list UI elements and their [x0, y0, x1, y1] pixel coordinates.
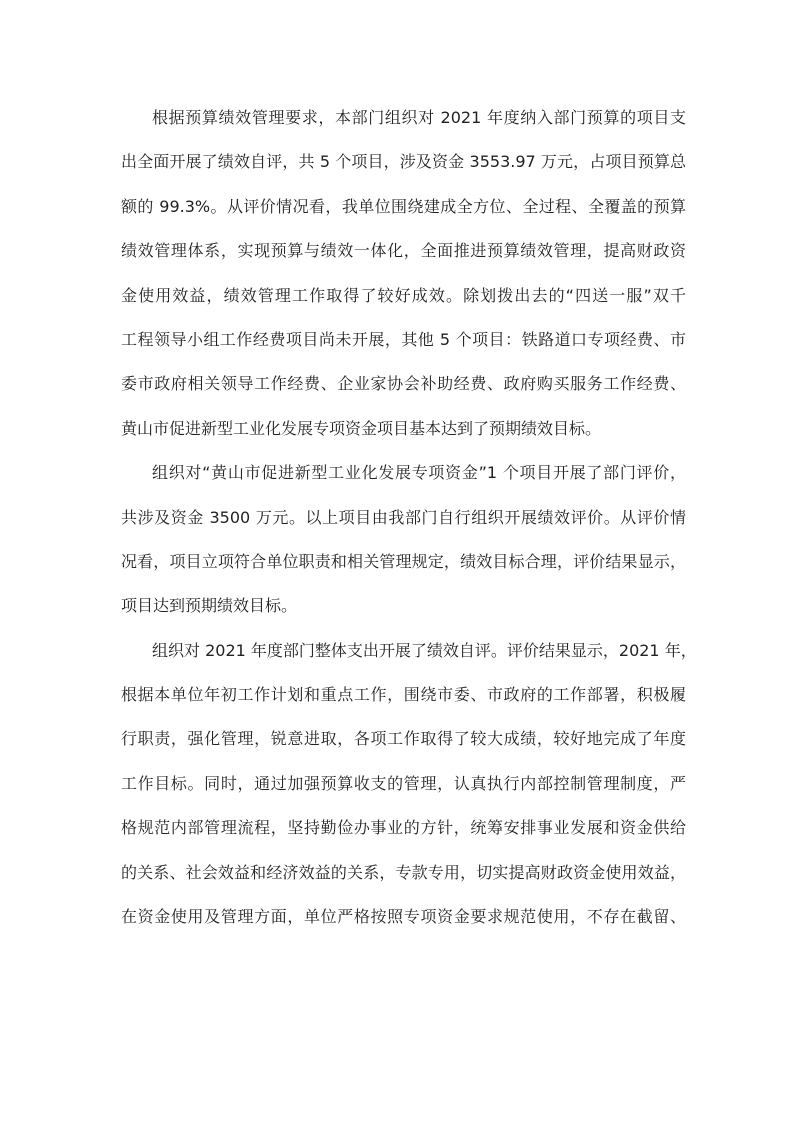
paragraph-line: 根据预算绩效管理要求，本部门组织对 2021 年度纳入部门预算的项目支 — [152, 108, 686, 127]
paragraph-line: 黄山市促进新型工业化发展专项资金项目基本达到了预期绩效目标。 — [121, 418, 602, 438]
paragraph-line: 出全面开展了绩效自评，共 5 个项目，涉及资金 3553.97 万元，占项目预算总 — [121, 152, 686, 172]
paragraph-2 — [121, 458, 686, 636]
paragraph-line: 的关系、社会效益和经济效益的关系，专款专用，切实提高财政资金使用效益， — [121, 862, 686, 882]
paragraph-line: 共涉及资金 3500 万元。以上项目由我部门自行组织开展绩效评价。从评价情 — [121, 507, 686, 527]
paragraph-3 — [121, 636, 697, 947]
paragraph-1 — [121, 103, 686, 458]
paragraph-line: 工作目标。同时，通过加强预算收支的管理，认真执行内部控制管理制度，严 — [121, 773, 686, 793]
paragraph-line: 组织对 2021 年度部门整体支出开展了绩效自评。评价结果显示，2021 年， — [152, 640, 697, 660]
paragraph-line: 额的 99.3%。从评价情况看，我单位围绕建成全方位、全过程、全覆盖的预算 — [121, 196, 686, 216]
document-body — [121, 103, 697, 946]
paragraph-line: 委市政府相关领导工作经费、企业家协会补助经费、政府购买服务工作经费、 — [121, 374, 686, 394]
paragraph-line: 绩效管理体系，实现预算与绩效一体化，全面推进预算绩效管理，提高财政资 — [121, 241, 686, 261]
paragraph-line: 工程领导小组工作经费项目尚未开展，其他 5 个项目：铁路道口专项经费、市 — [121, 329, 686, 349]
paragraph-line: 格规范内部管理流程，坚持勤俭办事业的方针，统筹安排事业发展和资金供给 — [121, 818, 686, 838]
paragraph-line: 金使用效益，绩效管理工作取得了较好成效。除划拨出去的“四送一服”双千 — [121, 285, 686, 305]
paragraph-line: 况看，项目立项符合单位职责和相关管理规定，绩效目标合理，评价结果显示， — [121, 551, 686, 571]
paragraph-line: 根据本单位年初工作计划和重点工作，围绕市委、市政府的工作部署，积极履 — [121, 685, 686, 705]
paragraph-line: 项目达到预期绩效目标。 — [121, 596, 298, 616]
paragraph-line: 在资金使用及管理方面，单位严格按照专项资金要求规范使用，不存在截留、 — [121, 907, 686, 927]
paragraph-line: 行职责，强化管理，锐意进取，各项工作取得了较大成绩，较好地完成了年度 — [121, 729, 686, 749]
paragraph-line: 组织对“黄山市促进新型工业化发展专项资金”1 个项目开展了部门评价， — [152, 463, 686, 483]
